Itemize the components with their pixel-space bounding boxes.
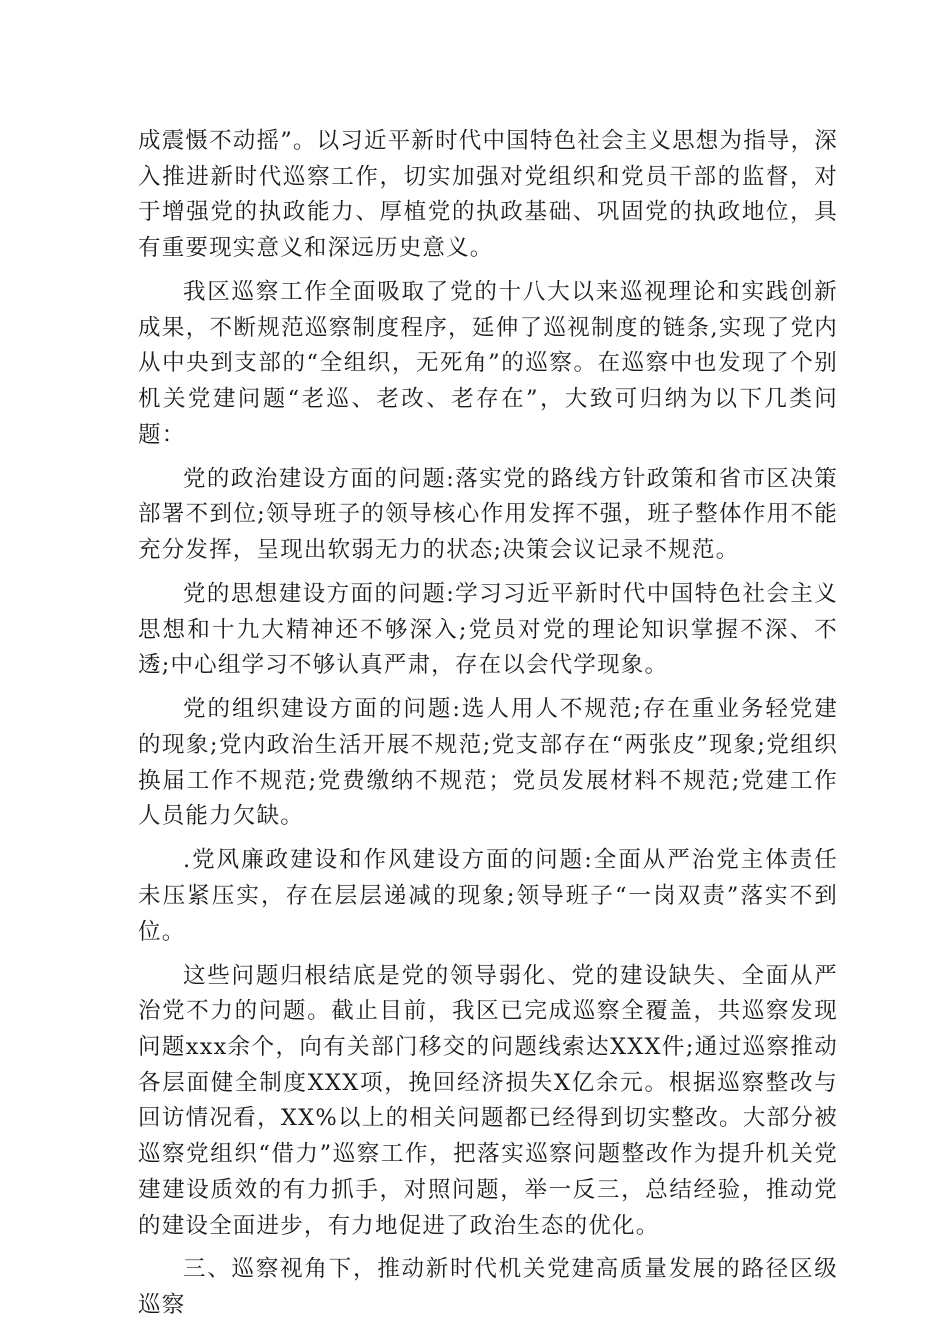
paragraph: 成震慑不动摇”。以习近平新时代中国特色社会主义思想为指导，深入推进新时代巡察工作，切实加强对党组织和党员干部的监督，对于增强党的执政能力、厚植党的执政基础、巩固党的执政地位，具有重要现实意义和深远历史意义。 xyxy=(138,128,839,262)
paragraph: 我区巡察工作全面吸取了党的十八大以来巡视理论和实践创新成果，不断规范巡察制度程序，延伸了巡视制度的链条,实现了党内从中央到支部的“全组织，无死角”的巡察。在巡察中也发现了个别机关党建问题“老巡、老改、老存在”，大致可归纳为以下几类问题： xyxy=(138,279,838,448)
paragraph: .党风廉政建设和作风建设方面的问题:全面从严治党主体责任未压紧压实，存在层层递减的现象;领导班子“一岗双责”落实不到位。 xyxy=(138,847,838,945)
paragraph: 这些问题归根结底是党的领导弱化、党的建设缺失、全面从严治党不力的问题。截止目前，我区已完成巡察全覆盖，共巡察发现问题xxx余个，向有关部门移交的问题线索达XXX件;通过巡察推动各层面健全制度XXX项，挽回经济损失X亿余元。根据巡察整改与回访情况看，XX%以上的相关问题都已经得到切实整改。大部分被巡察党组织“借力”巡察工作，把落实巡察问题整改作为提升机关党建建设质效的有力抓手，对照问题，举一反三，总结经验，推动党的建设全面进步，有力地促进了政治生态的优化。 xyxy=(138,962,838,1239)
paragraph: 党的政治建设方面的问题:落实党的路线方针政策和省市区决策部署不到位;领导班子的领导核心作用发挥不强，班子整体作用不能充分发挥，呈现出软弱无力的状态;决策会议记录不规范。 xyxy=(138,465,838,564)
section-heading: 三、巡察视角下，推动新时代机关党建高质量发展的路径区级巡察 xyxy=(138,1256,838,1319)
document-body xyxy=(138,124,838,1332)
paragraph: 党的思想建设方面的问题:学习习近平新时代中国特色社会主义思想和十九大精神还不够深入;党员对党的理论知识掌握不深、不透;中心组学习不够认真严肃，存在以会代学现象。 xyxy=(138,581,838,679)
paragraph: 党的组织建设方面的问题:选人用人不规范;存在重业务轻党建的现象;党内政治生活开展不规范;党支部存在“两张皮”现象;党组织换届工作不规范;党费缴纳不规范；党员发展材料不规范;党建工作人员能力欠缺。 xyxy=(138,696,838,830)
